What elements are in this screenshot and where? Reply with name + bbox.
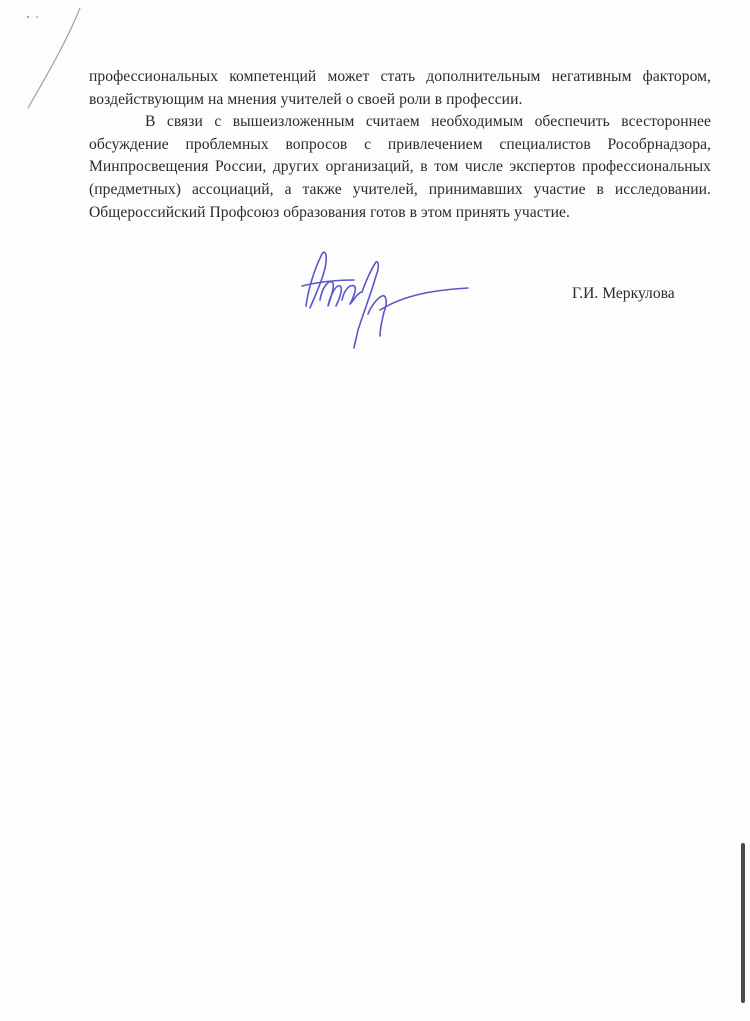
letter-body: [89, 66, 711, 224]
paragraph-conclusion: В связи с вышеизложенным считаем необходимым обеспечить всестороннее обсуждение проблемных вопросов с привлечением специалистов Рособрнадзора, Минпросвещения России, других организаций, в том числе экспертов профессиональных (предметных) ассоциаций, а также учителей, принимавших участие в исследовании. Общероссийский Профсоюз образования готов в этом принять участие.: [89, 113, 711, 221]
paragraph-continuation: профессиональных компетенций может стать дополнительным негативным фактором, воздействующим на мнения учителей о своей роли в профессии.: [89, 68, 711, 108]
margin-pencil-stroke: [20, 4, 90, 114]
scrollbar-thumb[interactable]: [741, 843, 745, 1003]
handwritten-signature: [296, 240, 476, 356]
signer-name: Г.И. Меркулова: [572, 285, 675, 302]
